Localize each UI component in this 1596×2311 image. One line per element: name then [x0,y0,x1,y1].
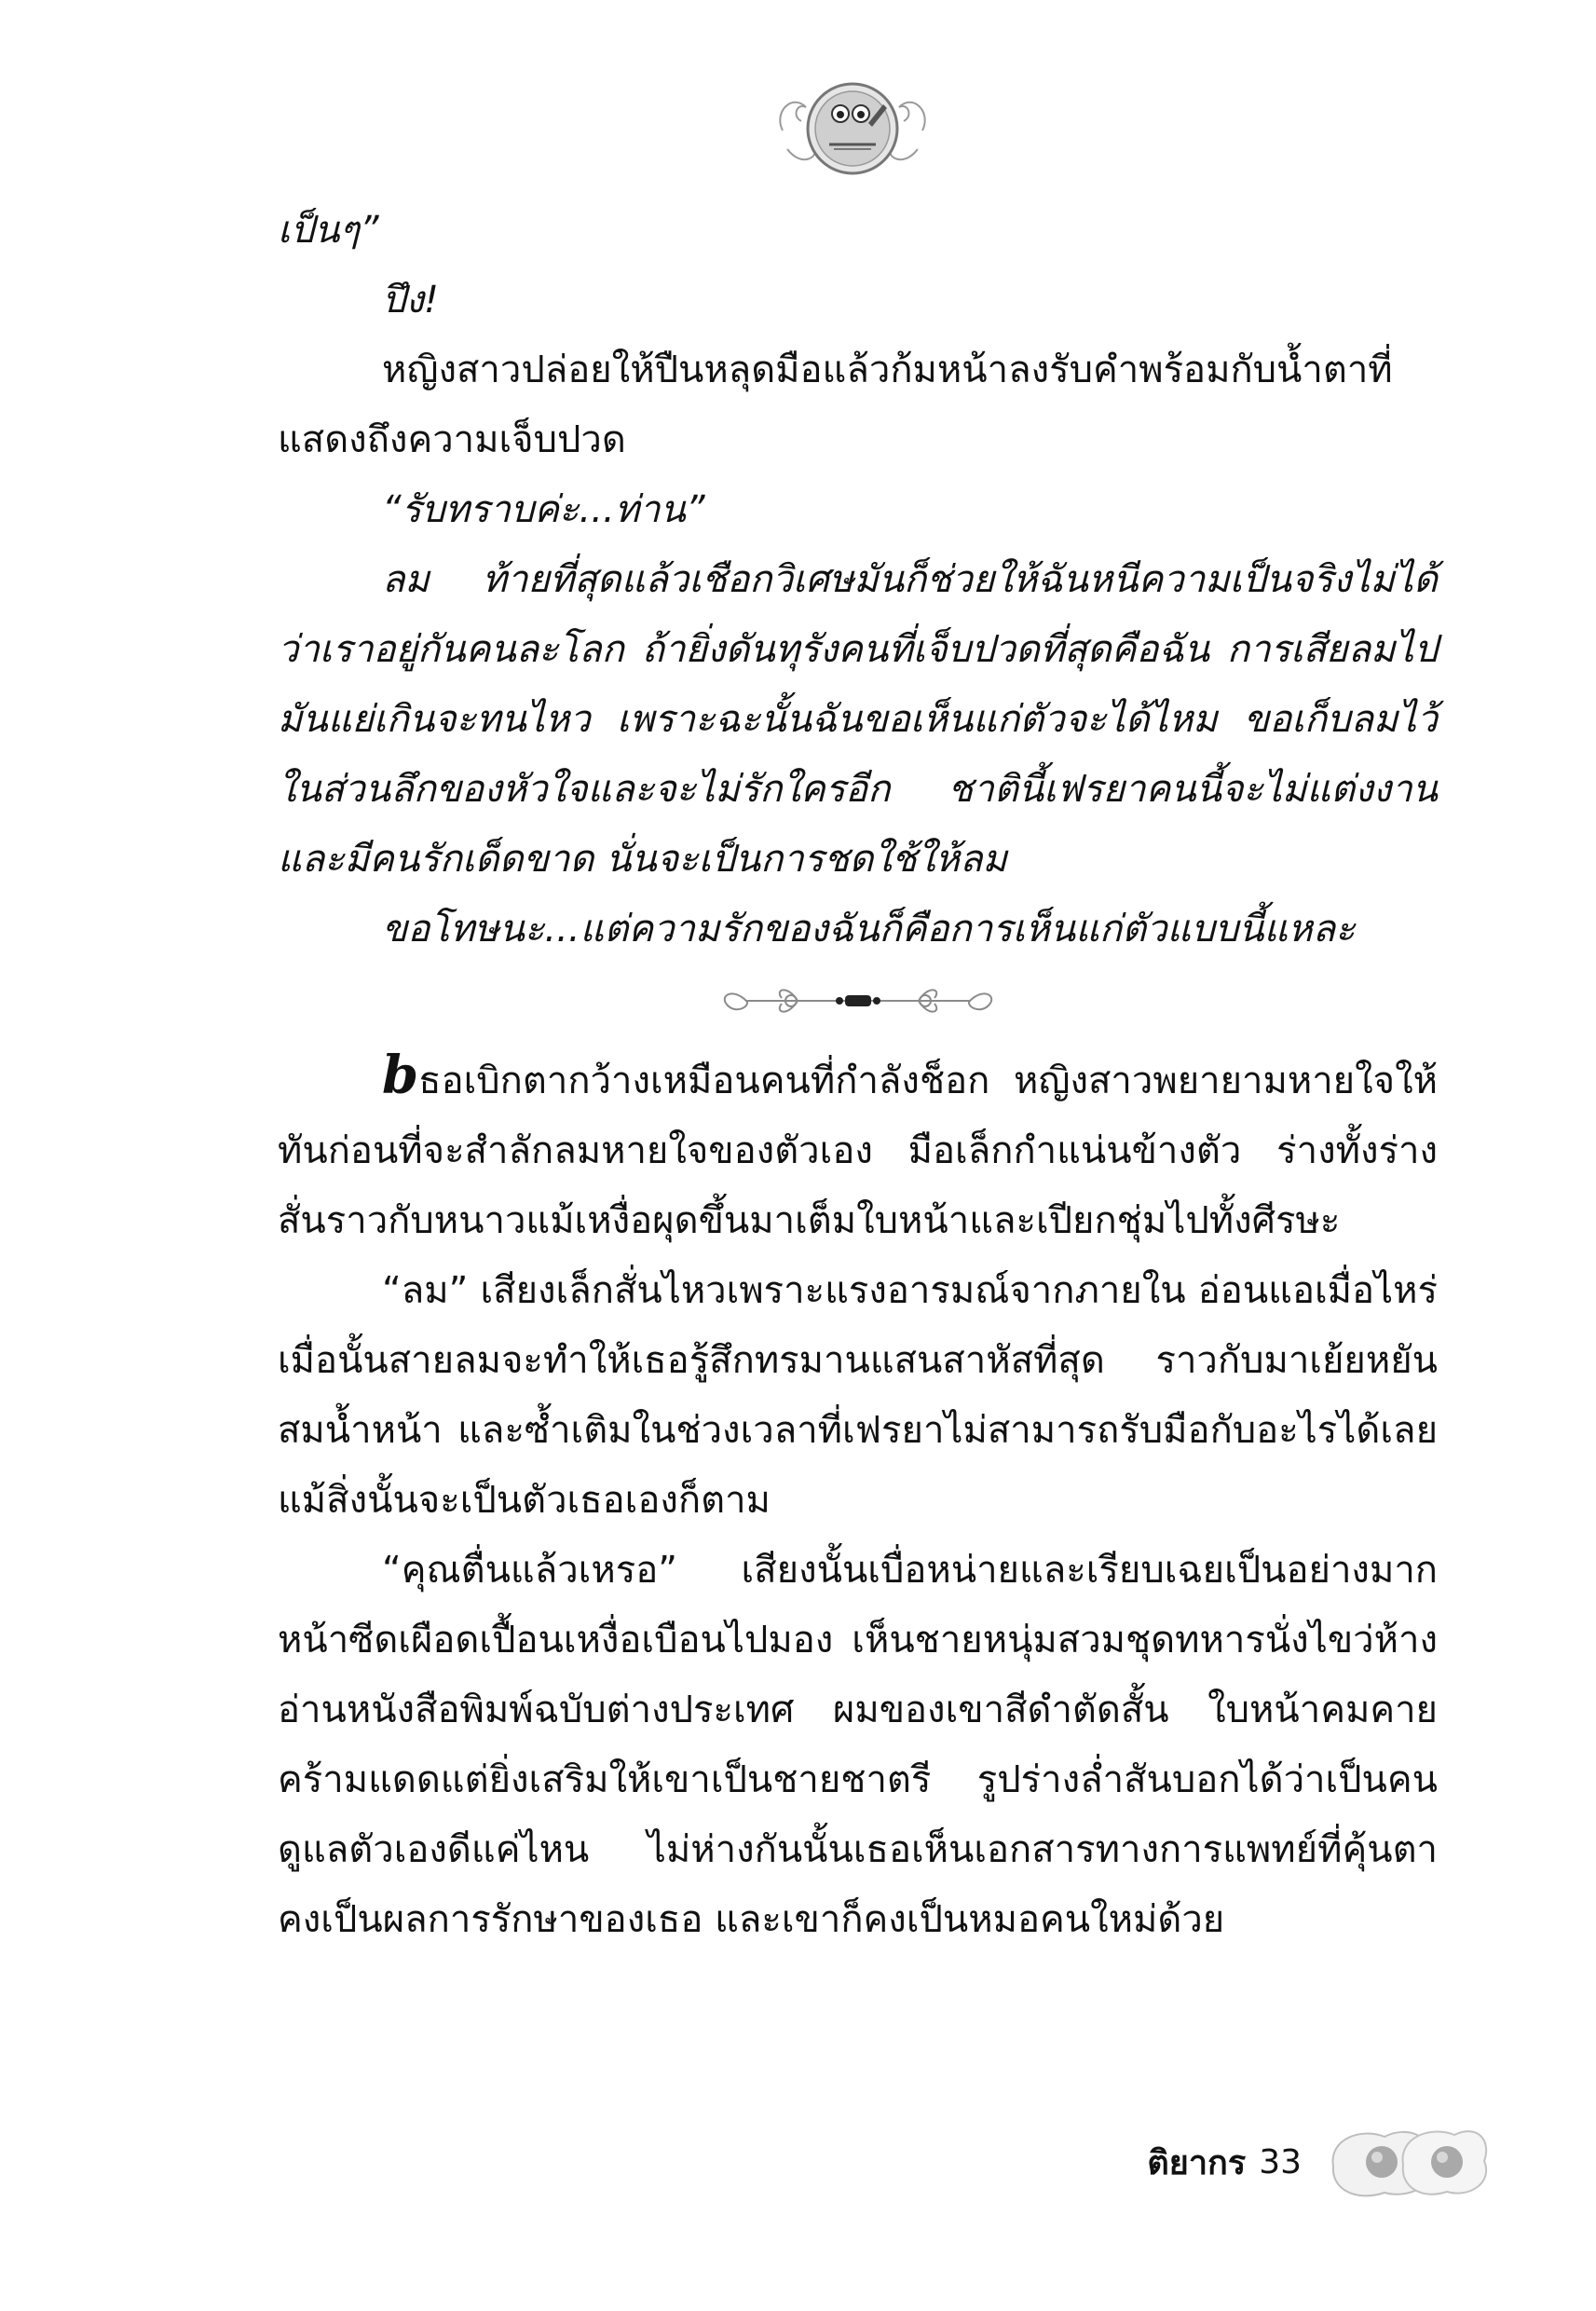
section-two [278,1256,1438,1955]
paragraph: ขอโทษนะ...แต่ความรักของฉันก็คือการเห็นแก่ตัวแบบนี้แหละ [382,908,1356,950]
paragraph: หญิงสาวปล่อยให้ปืนหลุดมือแล้วก้มหน้าลงรับคำพร้อมกับน้ำตาที่แสดงถึงความเจ็บปวด [278,349,1393,461]
paragraph: เป็นๆ” [278,209,379,252]
publisher-logo-icon [764,56,941,196]
first-paragraph-text: ธอเบิกตากว้างเหมือนคนที่กำลังช็อก หญิงสาวพยายามหายใจให้ทันก่อนที่จะสำลักลมหายใจของตัวเอง มือเล็กกำแน่นข้างตัว ร่างทั้งร่างสั่นราวกับหนาวแม้เหงื่อผุดขึ้นมาเต็มใบหน้าและเปียกชุ่มไปทั้งศีรษะ [278,1060,1438,1242]
drop-cap: b [382,1045,419,1106]
ornament-divider-icon [278,968,1438,1033]
paragraph: “ลม” เสียงเล็กสั่นไหวเพราะแรงอารมณ์จากภายใน อ่อนแอเมื่อไหร่ เมื่อนั้นสายลมจะทำให้เธอรู้สึกทรมานแสนสาหัสที่สุด ราวกับมาเย้ยหยัน สมน้ำหน้า และซ้ำเติมในช่วงเวลาที่เฟรยาไม่สามารถรับมือกับอะไรได้เลย แม้สิ่งนั้นจะเป็นตัวเธอเองก็ตาม [278,1269,1438,1522]
section-two-first-paragraph [278,1046,1438,1256]
eggs-icon [1324,2120,1492,2204]
paragraph: “รับทราบค่ะ...ท่าน” [382,488,705,531]
paragraph: ปึง! [382,279,439,321]
paragraph: ลม ท้ายที่สุดแล้วเชือกวิเศษมันก็ช่วยให้ฉันหนีความเป็นจริงไม่ได้ว่าเราอยู่กันคนละโลก ถ้ายิ่งดันทุรังคนที่เจ็บปวดที่สุดคือฉัน การเสียลมไปมันแย่เกินจะทนไหว เพราะฉะนั้นฉันขอเห็นแก่ตัวจะได้ไหม ขอเก็บลมไว้ในส่วนลึกของหัวใจและจะไม่รักใครอีก ชาตินี้เฟรยาคนนี้จะไม่แต่งงานและมีคนรักเด็ดขาด นั่นจะเป็นการชดใช้ให้ลม [278,558,1438,881]
page-footer [1147,2120,1492,2204]
page-content [278,196,1438,1955]
paragraph: “คุณตื่นแล้วเหรอ” เสียงนั้นเบื่อหน่ายและเรียบเฉยเป็นอย่างมากหน้าซีดเผือดเปื้อนเหงื่อเบือนไปมอง เห็นชายหนุ่มสวมชุดทหารนั่งไขว่ห้างอ่านหนังสือพิมพ์ฉบับต่างประเทศ ผมของเขาสีดำตัดสั้น ใบหน้าคมคายคร้ามแดดแต่ยิ่งเสริมให้เขาเป็นชายชาตรี รูปร่างล่ำสันบอกได้ว่าเป็นคนดูแลตัวเองดีแค่ไหน ไม่ห่างกันนั้นเธอเห็นเอกสารทางการแพทย์ที่คุ้นตา คงเป็นผลการรักษาของเธอ และเขาก็คงเป็นหมอคนใหม่ด้วย [278,1549,1438,1941]
section-one [278,196,1438,964]
page-number: 33 [1259,2142,1302,2181]
footer-book-title: ติยากร [1147,2143,1247,2182]
